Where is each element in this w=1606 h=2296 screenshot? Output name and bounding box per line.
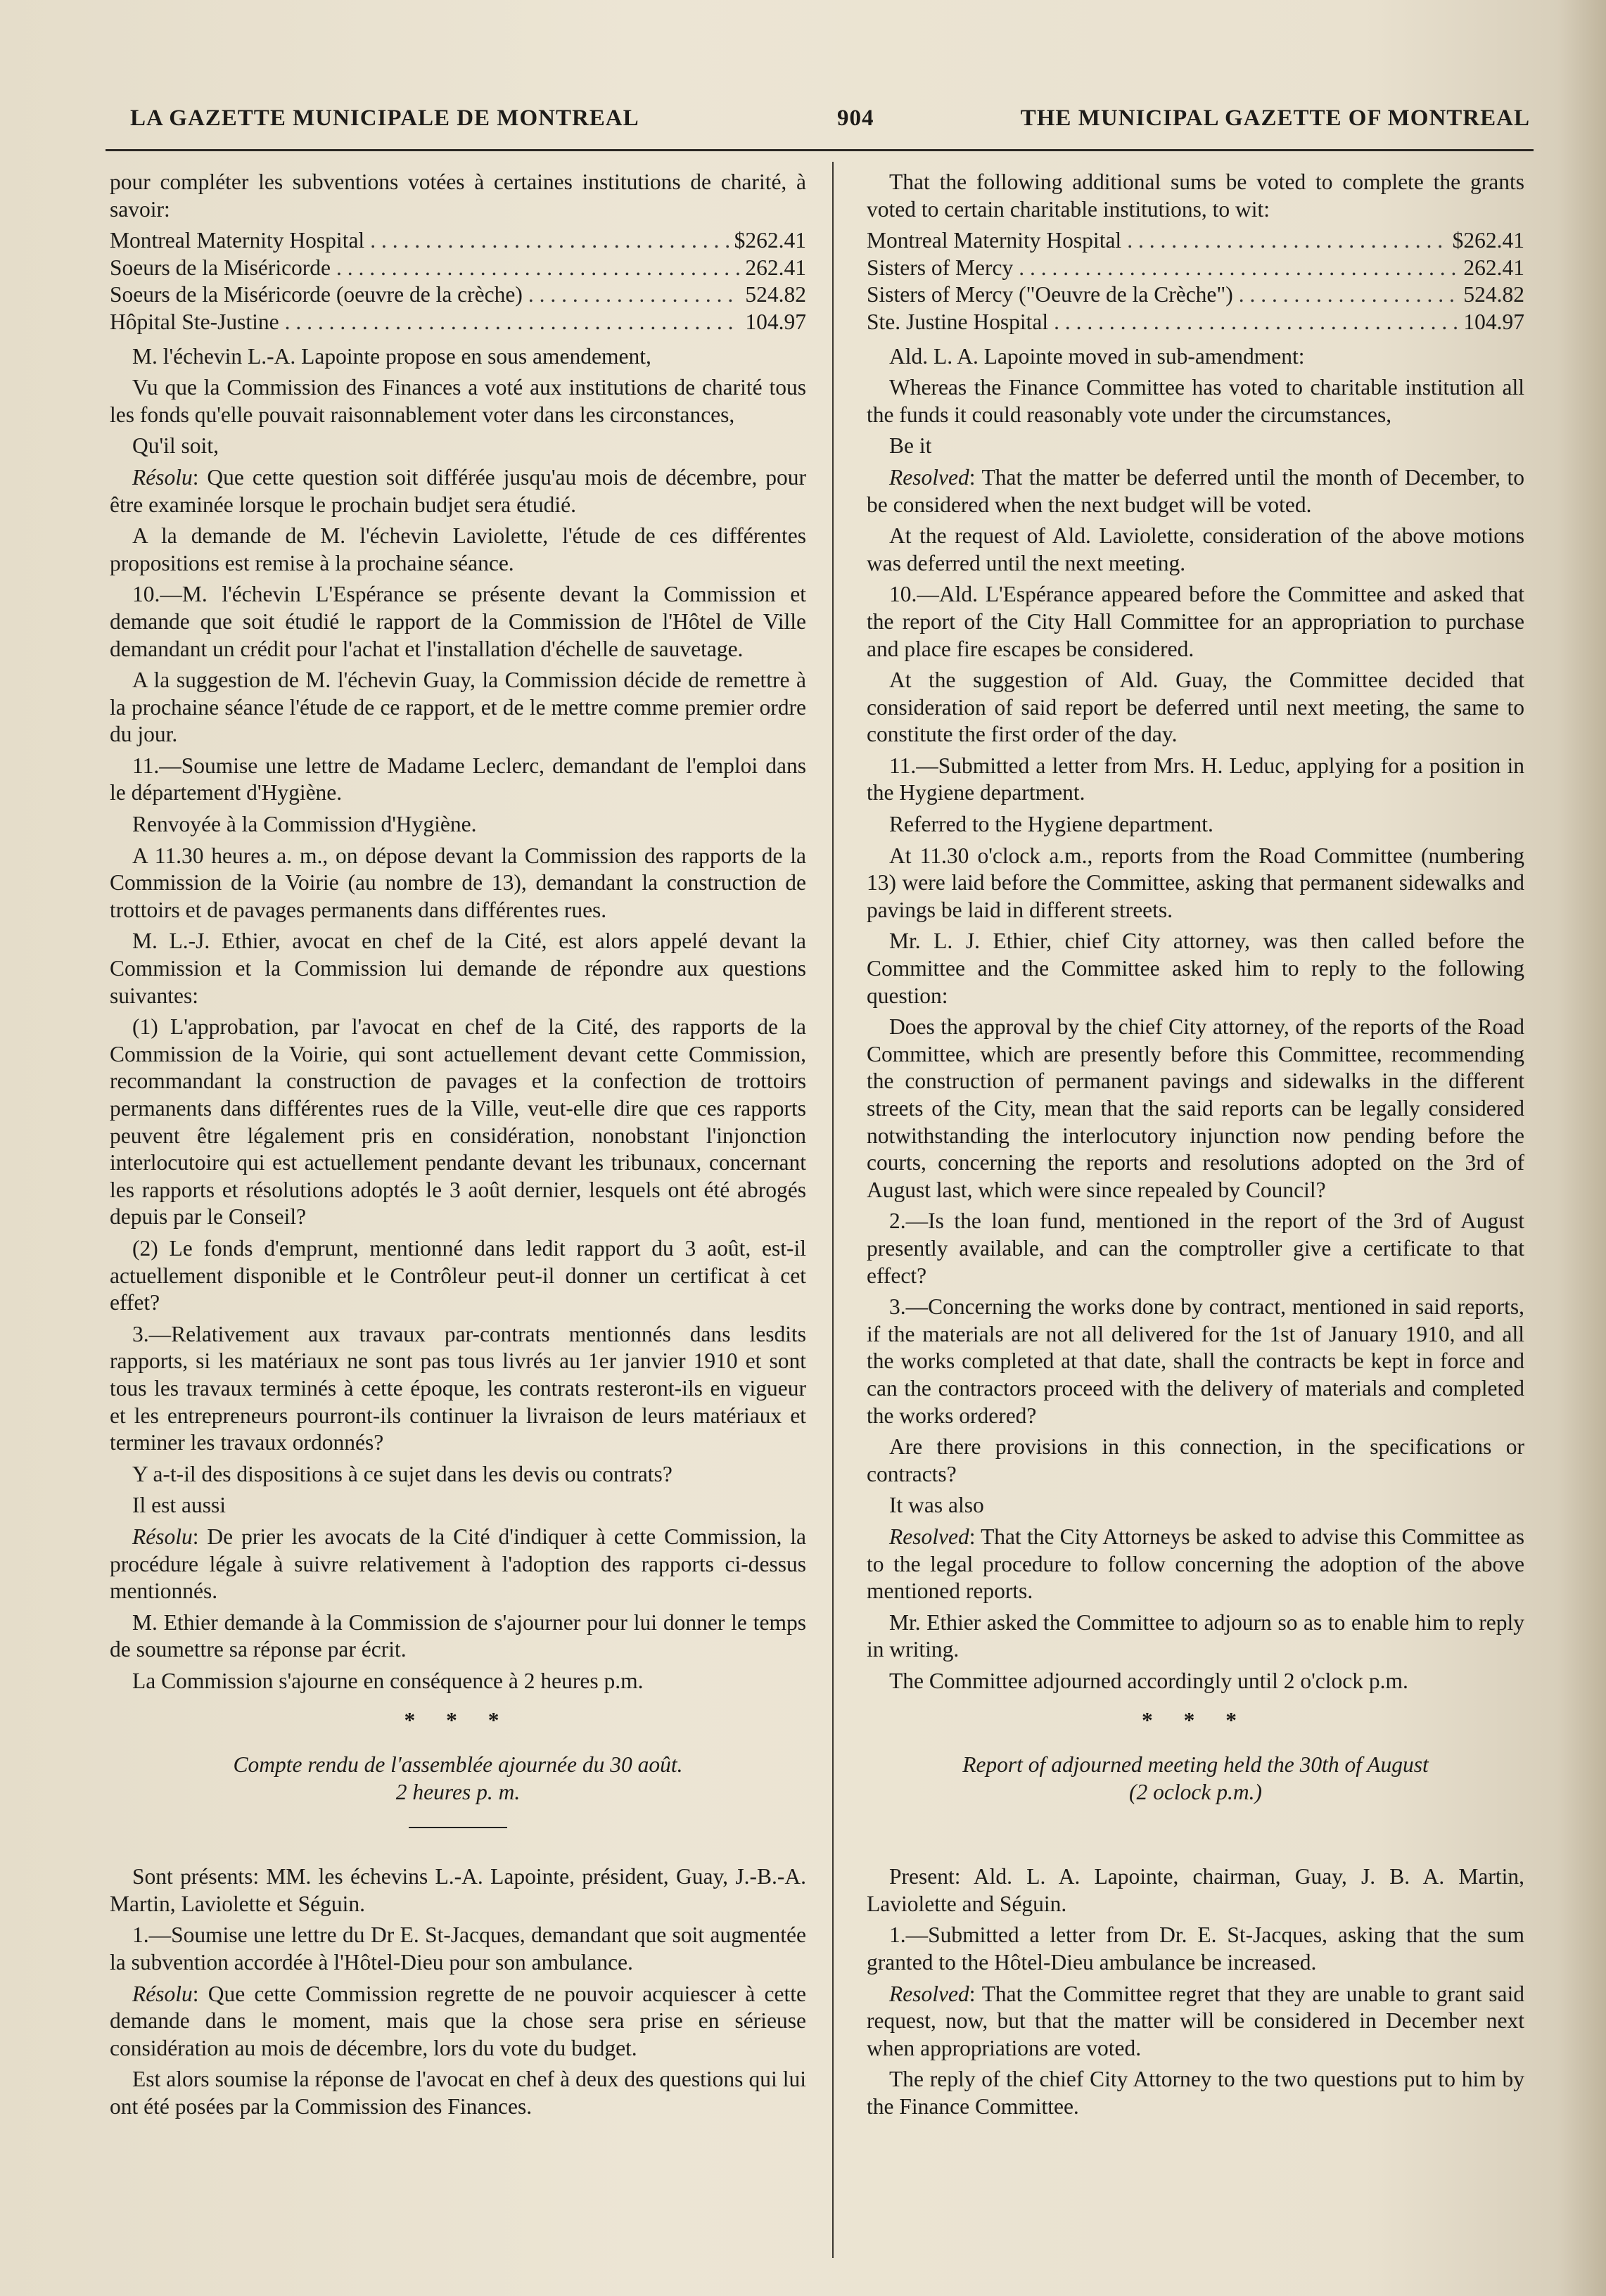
en-paragraph: 1.—Submitted a letter from Dr. E. St-Jacques, asking that the sum granted to the Hôtel-Dieu ambulance be increased. — [867, 1922, 1524, 1975]
en-paragraph: Present: Ald. L. A. Lapointe, chairman, Guay, J. B. A. Martin, Laviolette and Séguin. — [867, 1864, 1524, 1916]
en-paragraph: Does the approval by the chief City attorney, of the reports of the Road Committee, which are presently before this Committee, recommending the construction of permanent pavings and sidewalks in the different streets of the City, mean that the said reports can be legally considered notwithstanding the interlocutory injunction now pending before the courts, concerning the reports and resolutions adopted on the 3rd of August last, which were since repealed by Council? — [867, 1014, 1524, 1202]
fr-paragraph: 11.—Soumise une lettre de Madame Leclerc, demandant de l'emploi dans le département d'Hygiène. — [110, 753, 806, 805]
fr-paragraph: A la demande de M. l'échevin Laviolette, l'étude de ces différentes propositions est remise à la prochaine séance. — [110, 523, 806, 575]
en-resolution: Resolved: That the Committee regret that they are unable to grant said request, now, but that the matter will be considered in December next when appropriations are voted. — [867, 1981, 1524, 2060]
fr-paragraph: (2) Le fonds d'emprunt, mentionné dans ledit rapport du 3 août, est-il actuellement disponible et le Contrôleur peut-il donner un certificat à cet effet? — [110, 1235, 806, 1315]
en-paragraph: 2.—Is the loan fund, mentioned in the report of the 3rd of August presently available, and can the comptroller give a certificate to that effect? — [867, 1208, 1524, 1288]
item-amount: 262.41 — [745, 255, 806, 280]
fr-grants-list — [110, 227, 806, 336]
en-paragraph: At 11.30 o'clock a.m., reports from the Road Committee (numbering 13) were laid before the Committee, asking that permanent sidewalks and pavings be laid in different streets. — [867, 843, 1524, 922]
en-paragraph: Be it — [889, 433, 932, 459]
en-section-time: (2 oclock p.m.) — [1129, 1779, 1262, 1804]
fr-paragraph: La Commission s'ajourne en conséquence à 2 heures p.m. — [132, 1668, 644, 1693]
fr-paragraph: Sont présents: MM. les échevins L.-A. Lapointe, président, Guay, J.-B.-A. Martin, Laviolette et Séguin. — [110, 1864, 806, 1916]
en-paragraph: 3.—Concerning the works done by contract, mentioned in said reports, if the materials are not all delivered for the 1st of January 1910, and all the works completed at that date, shall the contracts be kept in force and can the contractors proceed with the delivery of materials and completed the works ordered? — [867, 1294, 1524, 1428]
fr-paragraph: M. l'échevin L.-A. Lapointe propose en sous amendement, — [132, 343, 651, 369]
fr-paragraph: A la suggestion de M. l'échevin Guay, la Commission décide de remettre à la prochaine séance l'étude de ce rapport, et de le mettre comme premier ordre du jour. — [110, 668, 806, 747]
section-stars: * * * — [1142, 1708, 1249, 1733]
item-amount: 524.82 — [1463, 282, 1524, 307]
fr-paragraph: 10.—M. l'échevin L'Espérance se présente devant la Commission et demande que soit étudié le rapport de la Commission de l'Hôtel de Ville demandant un crédit pour l'achat et l'installation d'échelle de sauvetage. — [110, 582, 806, 661]
fr-paragraph: Il est aussi — [132, 1493, 226, 1518]
resolution-label: Resolved — [889, 1981, 969, 2006]
item-name: Hôpital Ste-Justine — [110, 309, 279, 334]
item-name: Montreal Maternity Hospital — [867, 228, 1122, 253]
en-paragraph: Referred to the Hygiene department. — [889, 812, 1213, 837]
fr-paragraph: Est alors soumise la réponse de l'avocat en chef à deux des questions qui lui ont été posées par la Commission des Finances. — [110, 2067, 806, 2119]
fr-section-heading: Compte rendu de l'assemblée ajournée du 30 août. — [233, 1752, 683, 1778]
item-name: Sisters of Mercy — [867, 255, 1014, 280]
en-paragraph: The reply of the chief City Attorney to the two questions put to him by the Finance Committee. — [867, 2067, 1524, 2119]
fr-paragraph: M. Ethier demande à la Commission de s'ajourner pour lui donner le temps de soumettre sa réponse par écrit. — [110, 1609, 806, 1662]
en-paragraph: It was also — [889, 1493, 984, 1518]
en-section-heading: Report of adjourned meeting held the 30th of August — [962, 1752, 1429, 1778]
item-amount: $262.41 — [1452, 228, 1524, 253]
item-amount: 262.41 — [1463, 255, 1524, 280]
header-french-title: LA GAZETTE MUNICIPALE DE MONTREAL — [130, 106, 639, 131]
fr-paragraph: Y a-t-il des dispositions à ce sujet dans les devis ou contrats? — [132, 1461, 673, 1486]
fr-paragraph: A 11.30 heures a. m., on dépose devant la Commission des rapports de la Commission de la Voirie (au nombre de 13), demandant la construction de trottoirs et de pavages permanents dans différentes rues. — [110, 843, 806, 922]
en-paragraph: At the request of Ald. Laviolette, consideration of the above motions was deferred until the next meeting. — [867, 523, 1524, 575]
fr-resolution: Résolu: Que cette question soit différée jusqu'au mois de décembre, pour être examinée lorsque le prochain budjet sera étudié. — [110, 464, 806, 517]
list-item — [110, 227, 806, 255]
fr-paragraph: (1) L'approbation, par l'avocat en chef de la Cité, des rapports de la Commission de la Voirie, qui sont actuellement devant cette Commission, recommandant la construction de pavages et la confection de trottoirs permanents dans différentes rues de la Ville, veut-elle dire que ces rapports peuvent être légalement pris en considération, nonobstant l'injonction interlocutoire qui est actuellement pendante devant les tribunaux, concernant les rapports et résolutions adoptés le 3 août dernier, lesquels ont été abrogés depuis par le Conseil? — [110, 1014, 806, 1230]
header-english-title: THE MUNICIPAL GAZETTE OF MONTREAL — [1020, 106, 1530, 131]
section-stars: * * * — [404, 1708, 512, 1733]
fr-paragraph: 1.—Soumise une lettre du Dr E. St-Jacques, demandant que soit augmentée la subvention accordée à l'Hôtel-Dieu pour son ambulance. — [110, 1922, 806, 1975]
item-amount: 524.82 — [745, 282, 806, 307]
en-paragraph: 11.—Submitted a letter from Mrs. H. Leduc, applying for a position in the Hygiene department. — [867, 753, 1524, 805]
fr-paragraph: Qu'il soit, — [132, 433, 219, 459]
fr-resolution: Résolu: De prier les avocats de la Cité d'indiquer à cette Commission, la procédure légale à suivre relativement à l'adoption des rapports ci-dessus mentionnés. — [110, 1524, 806, 1604]
list-item — [867, 255, 1524, 282]
fr-paragraph: Renvoyée à la Commission d'Hygiène. — [132, 812, 477, 837]
resolution-label: Resolved — [889, 1524, 969, 1549]
list-item — [110, 281, 806, 309]
item-name: Sisters of Mercy ("Oeuvre de la Crèche") — [867, 282, 1233, 307]
en-paragraph: The Committee adjourned accordingly until 2 o'clock p.m. — [889, 1668, 1408, 1693]
resolution-label: Resolved — [889, 464, 969, 490]
en-paragraph: Are there provisions in this connection, in the specifications or contracts? — [867, 1434, 1524, 1486]
en-paragraph: Whereas the Finance Committee has voted to charitable institution all the funds it could reasonably vote under the circumstances, — [867, 375, 1524, 427]
item-amount: $262.41 — [734, 228, 806, 253]
header-rule — [106, 149, 1534, 151]
list-item — [110, 255, 806, 282]
list-item — [867, 281, 1524, 309]
section-spacer — [1147, 1827, 1245, 1828]
item-name: Soeurs de la Miséricorde (oeuvre de la crèche) — [110, 282, 523, 307]
item-name: Montreal Maternity Hospital — [110, 228, 365, 253]
item-name: Ste. Justine Hospital — [867, 309, 1049, 334]
en-resolution: Resolved: That the City Attorneys be asked to advise this Committee as to the legal procedure to follow concerning the adoption of the above mentioned reports. — [867, 1524, 1524, 1604]
fr-paragraph: Vu que la Commission des Finances a voté aux institutions de charité tous les fonds qu'elle pouvait raisonnablement voter dans les circonstances, — [110, 375, 806, 427]
fr-intro: pour compléter les subventions votées à certaines institutions de charité, à savoir: — [110, 170, 806, 222]
column-divider — [832, 162, 834, 2258]
en-paragraph: Mr. L. J. Ethier, chief City attorney, was then called before the Committee and the Committee asked him to reply to the following question: — [867, 929, 1524, 1008]
list-item — [110, 309, 806, 336]
resolution-label: Résolu — [132, 464, 193, 490]
en-grants-list — [867, 227, 1524, 336]
list-item — [867, 309, 1524, 336]
fr-paragraph: 3.—Relativement aux travaux par-contrats mentionnés dans lesdits rapports, si les matériaux ne sont pas tous livrés au 1er janvier 1910 et sont tous les travaux terminés à cette époque, les contrats resteront-ils en vigueur et les entrepreneurs pourront-ils continuer la livraison de leurs matériaux et terminer les travaux ordonnés? — [110, 1321, 806, 1455]
en-paragraph: Ald. L. A. Lapointe moved in sub-amendment: — [889, 343, 1305, 369]
fr-paragraph: M. L.-J. Ethier, avocat en chef de la Cité, est alors appelé devant la Commission et la Commission lui demande de répondre aux questions suivantes: — [110, 929, 806, 1008]
resolution-label: Résolu — [132, 1981, 193, 2006]
en-resolution: Resolved: That the matter be deferred until the month of December, to be considered when the next budget will be voted. — [867, 464, 1524, 517]
item-name: Soeurs de la Miséricorde — [110, 255, 331, 280]
section-rule — [409, 1827, 507, 1828]
en-paragraph: At the suggestion of Ald. Guay, the Committee decided that consideration of said report be deferred until next meeting, the same to constitute the first order of the day. — [867, 668, 1524, 747]
french-column — [110, 169, 806, 2125]
fr-resolution: Résolu: Que cette Commission regrette de ne pouvoir acquiescer à cette demande dans le moment, mais que la chose sera prise en sérieuse considération au mois de décembre, lors du vote du budget. — [110, 1981, 806, 2060]
en-paragraph: 10.—Ald. L'Espérance appeared before the Committee and asked that the report of the City Hall Committee for an appropriation to purchase and place fire escapes be considered. — [867, 582, 1524, 661]
resolution-label: Résolu — [132, 1524, 193, 1549]
page-number: 904 — [837, 106, 874, 131]
page-header — [130, 106, 1530, 141]
en-paragraph: Mr. Ethier asked the Committee to adjourn so as to enable him to reply in writing. — [867, 1609, 1524, 1662]
fr-section-time: 2 heures p. m. — [395, 1779, 521, 1804]
item-amount: 104.97 — [1463, 309, 1524, 334]
en-intro: That the following additional sums be voted to complete the grants voted to certain charitable institutions, to wit: — [867, 170, 1524, 222]
list-item — [867, 227, 1524, 255]
item-amount: 104.97 — [745, 309, 806, 334]
english-column — [867, 169, 1524, 2125]
